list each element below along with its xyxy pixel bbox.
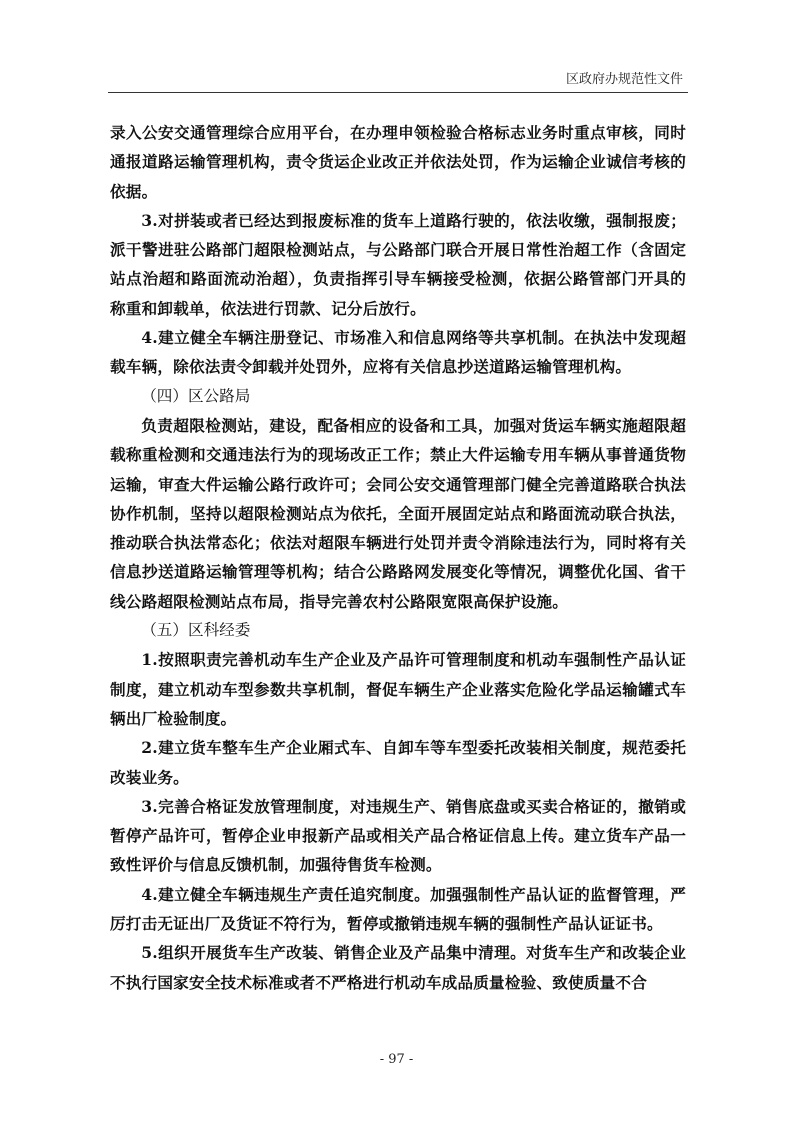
section-heading-sci-econ: （五）区科经委 [141, 621, 251, 640]
paragraph-sci-item-2: 2.建立货车整车生产企业厢式车、自卸车等车型委托改装相关制度，规范委托改装业务。 [110, 738, 686, 787]
paragraph-continued: 录入公安交通管理综合应用平台，在办理申领检验合格标志业务时重点审核，同时通报道路运输管理机构，责令货运企业改正并依法处罚，作为运输企业诚信考核的依据。 [110, 123, 686, 201]
header-divider [108, 92, 688, 93]
paragraph-sci-item-4: 4.建立健全车辆违规生产责任追究制度。加强强制性产品认证的监督管理，严厉打击无证出厂及货证不符行为，暂停或撤销违规车辆的强制性产品认证证书。 [110, 884, 686, 934]
paragraph-road-bureau: 负责超限检测站，建设，配备相应的设备和工具，加强对货运车辆实施超限超载称重检测和交通违法行为的现场改正工作；禁止大件运输专用车辆从事普通货物运输，审查大件运输公路行政许可；会同公安交通管理部门健全完善道路联合执法协作机制，坚持以超限检测站点为依托，全面开展固定站点和路面流动联合执法，推动联合执法常态化；依法对超限车辆进行处罚并责令消除违法行为，同时将有关信息抄送道路运输管理等机构；结合公路路网发展变化等情况，调整优化国、省干线公路超限检测站点布局，指导完善农村公路限宽限高保护设施。 [110, 415, 686, 611]
paragraph-sci-item-1: 1.按照职责完善机动车生产企业及产品许可管理制度和机动车强制性产品认证制度，建立机动车型参数共享机制，督促车辆生产企业落实危险化学品运输罐式车辆出厂检验制度。 [110, 650, 686, 728]
page-number: - 97 - [379, 1052, 414, 1067]
paragraph-sci-item-3: 3.完善合格证发放管理制度，对违规生产、销售底盘或买卖合格证的，撤销或暂停产品许可，暂停企业申报新产品或相关产品合格证信息上传。建立货车产品一致性评价与信息反馈机制，加强待售货车检测。 [110, 796, 686, 875]
paragraph-item-3: 3.对拼装或者已经达到报废标准的货车上道路行驶的，依法收缴，强制报废；派干警进驻公路部门超限检测站点，与公路部门联合开展日常性治超工作（含固定站点治超和路面流动治超），负责指挥引导车辆接受检测，依据公路管部门开具的称重和卸载单，依法进行罚款、记分后放行。 [110, 210, 686, 318]
document-body [110, 118, 686, 997]
section-heading-road-bureau: （四）区公路局 [141, 386, 251, 405]
paragraph-item-4: 4.建立健全车辆注册登记、市场准入和信息网络等共享机制。在执法中发现超载车辆，除依法责令卸载并处罚外，应将有关信息抄送道路运输管理机构。 [110, 328, 686, 377]
running-header: 区政府办规范性文件 [565, 72, 683, 87]
paragraph-sci-item-5: 5.组织开展货车生产改装、销售企业及产品集中清理。对货车生产和改装企业不执行国家安全技术标准或者不严格进行机动车成品质量检验、致使质量不合 [110, 943, 686, 992]
